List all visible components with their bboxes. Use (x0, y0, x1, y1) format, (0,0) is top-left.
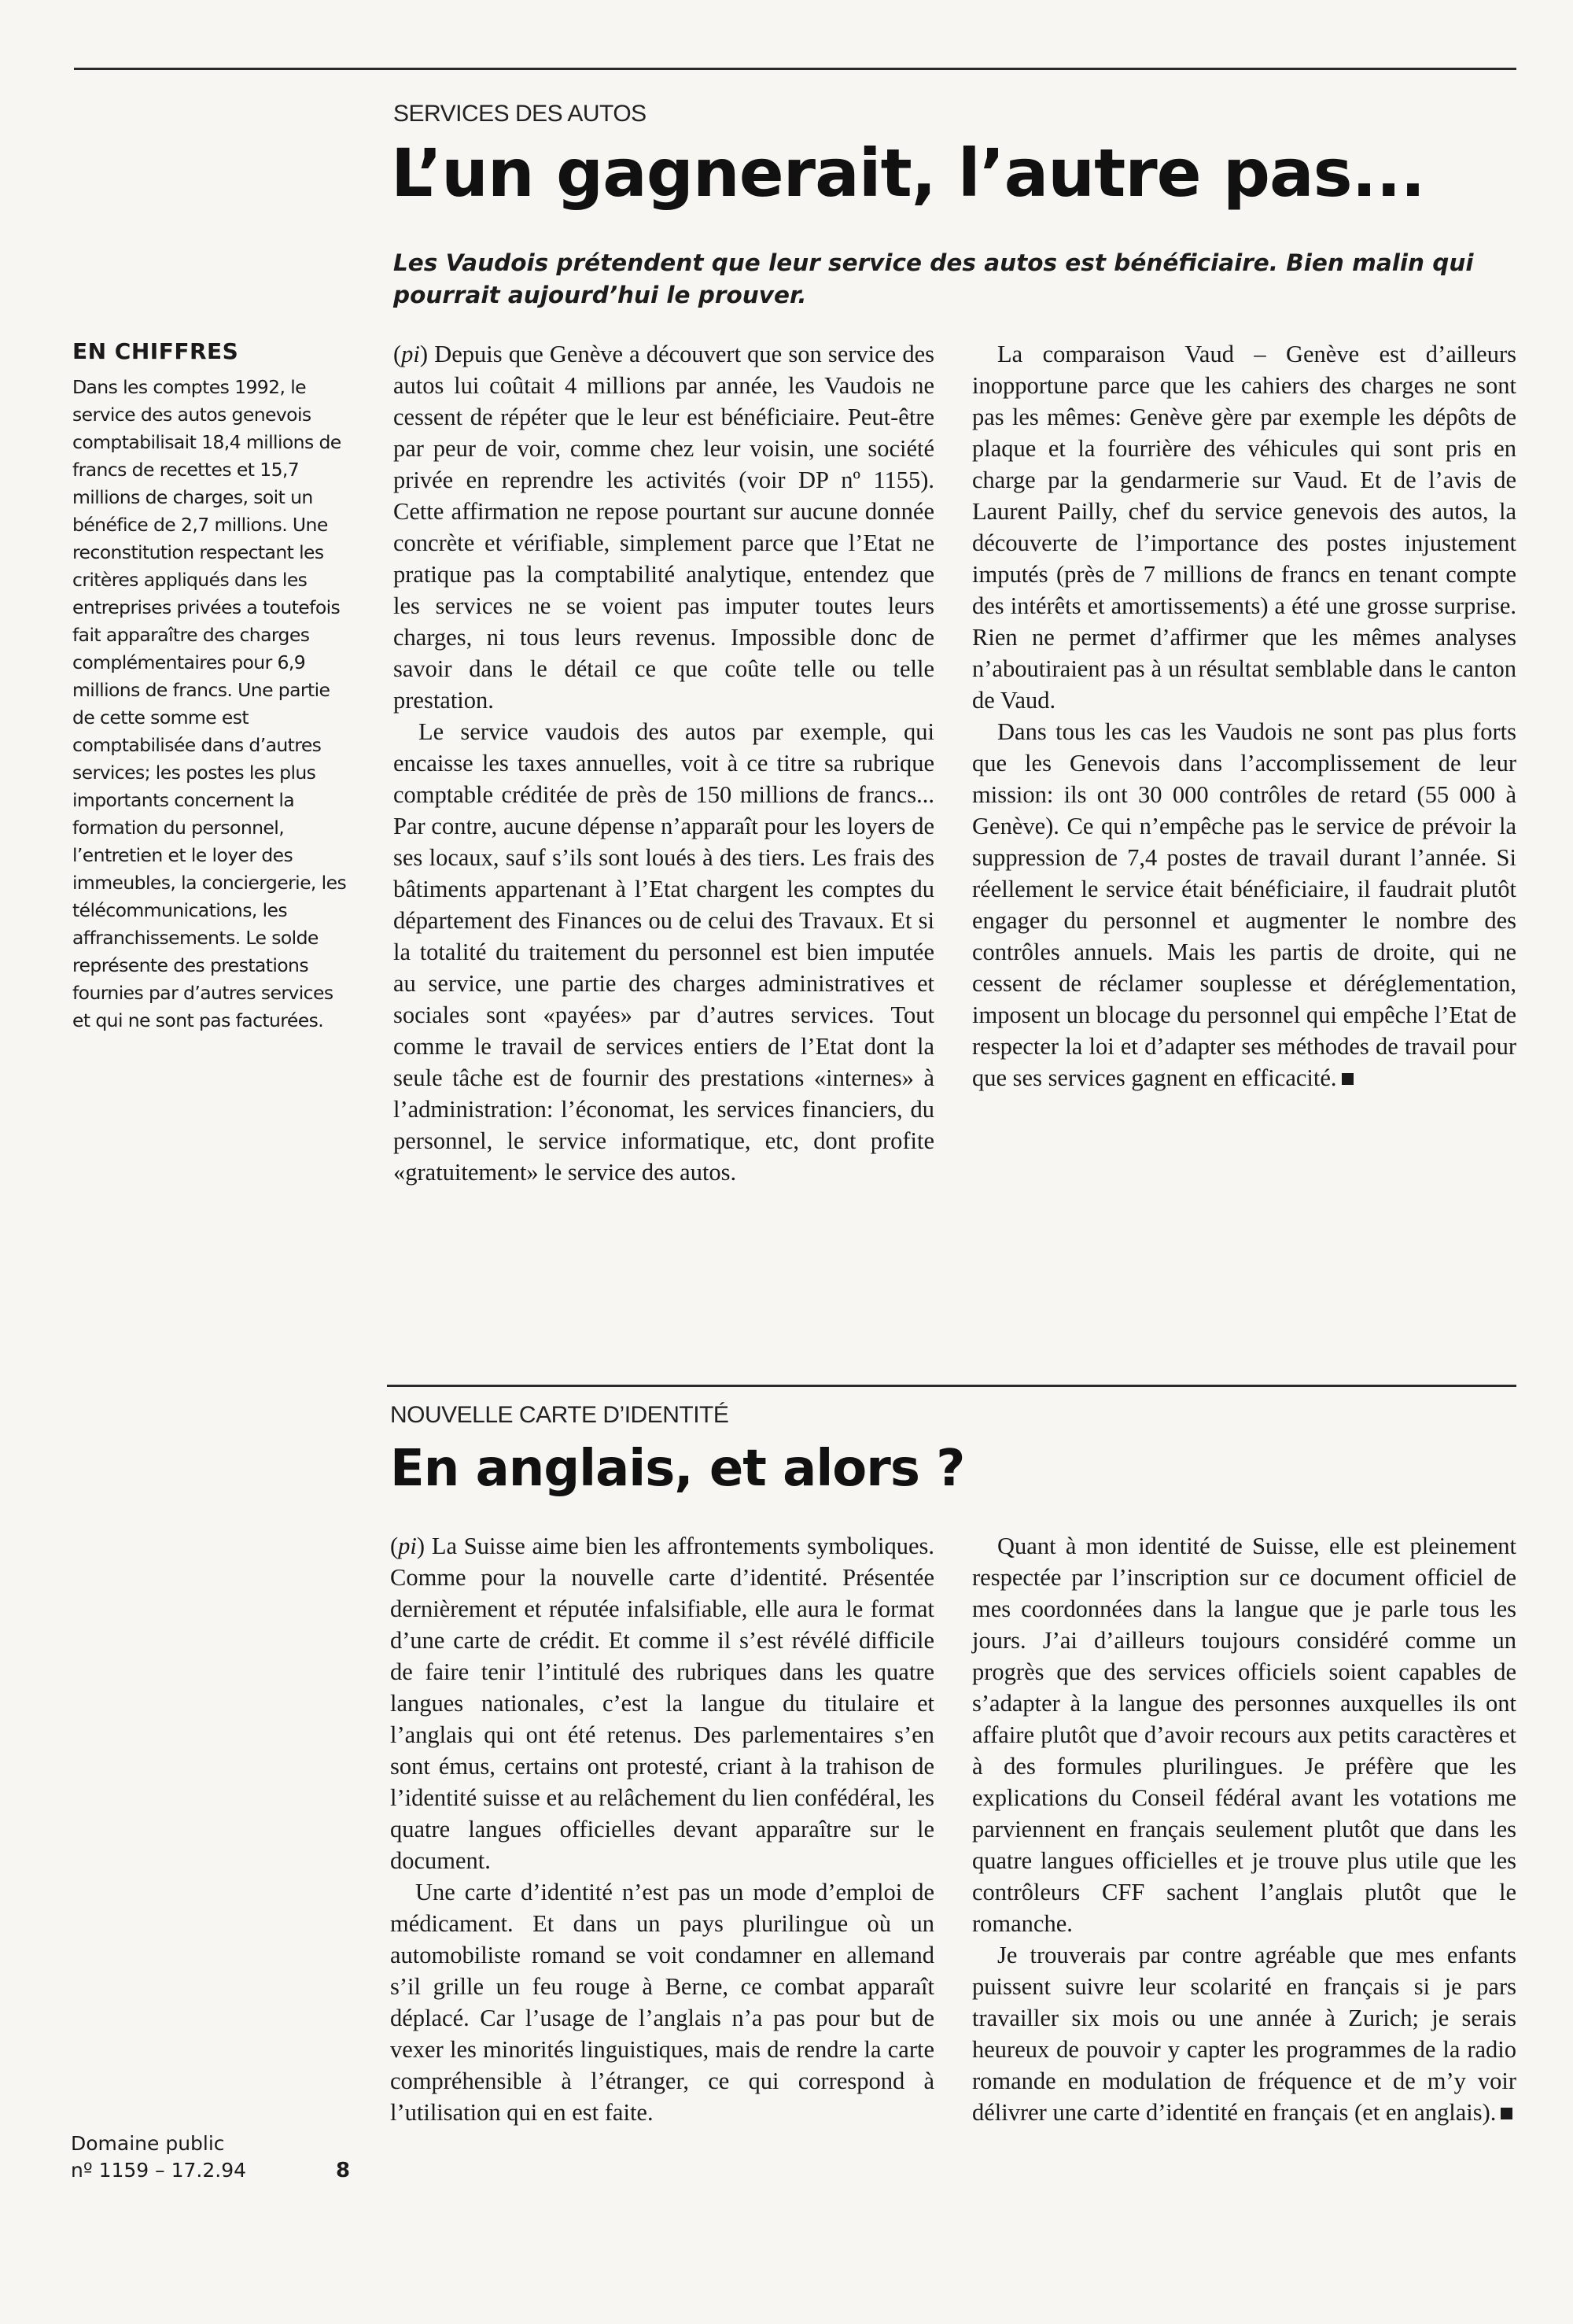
article2-paragraph-4: Je trouverais par contre agréable que mes enfants puissent suivre leur scolarité en français si je pars travailler six mois ou une année à Zurich; je serais heureux de pouvoir y capter les programmes de la radio romande en modulation de fréquence et de m’y voir délivrer une carte d’identité en français (et en anglais). (972, 1942, 1516, 2126)
article1-column-right (972, 338, 1516, 1094)
end-of-article-mark (1342, 1073, 1354, 1085)
article2-column-right (972, 1530, 1516, 2128)
article2-paragraph-1: (pi) La Suisse aime bien les affrontements symboliques. Comme pour la nouvelle carte d’identité. Présentée dernièrement et réputée infalsifiable, elle aura le format d’une carte de crédit. Et comme il s’est révélé difficile de faire tenir l’intitulé des rubriques dans les quatre langues nationales, c’est la langue du titulaire et l’anglais qui ont été retenus. Des parlementaires s’en sont émus, certains ont protesté, criant à la trahison de l’identité suisse et au relâchement du lien confédéral, les quatre langues officielles devant apparaître sur le document. (390, 1533, 934, 1874)
article1-lead: Les Vaudois prétendent que leur service des autos est bénéficiaire. Bien malin qui pourrait aujourd’hui le prouver. (393, 249, 1474, 308)
article2-byline: pi (398, 1533, 417, 1559)
article1-paragraph-1: (pi) Depuis que Genève a découvert que son service des autos lui coûtait 4 millions par année, les Vaudois ne cessent de répéter que le leur est bénéficiaire. Peut-être par peur de voir, comme chez leur voisin, une société privée en reprendre les activités (voir DP nº 1155). Cette affirmation ne repose pourtant sur aucune donnée concrète et vérifiable, simplement parce que l’Etat ne pratique pas la comptabilité analytique, entendez que les services ne se voient pas imputer toutes leurs charges, ni tous leurs revenus. Impossible donc de savoir dans le détail ce que coûte telle ou telle prestation. (393, 341, 934, 714)
section-rule (387, 1385, 1516, 1387)
article2-paragraph-3: Quant à mon identité de Suisse, elle est pleinement respectée par l’inscription sur ce document officiel de mes coordonnées dans la langue que je parle tous les jours. J’ai d’ailleurs toujours considéré comme un progrès que des services officiels soient capables de s’adapter à la langue des personnes auxquelles ils ont affaire plutôt que d’avoir recours aux petits caractères et à des formules plurilingues. Je préfère que les explications du Conseil fédéral avant les votations me parviennent en français seulement plutôt que dans les quatre langues officielles et je trouve plus utile que les contrôleurs CFF sachent l’anglais plutôt que le romanche. (972, 1533, 1516, 1937)
publication-name: Domaine public (71, 2132, 225, 2155)
sidebar-title: EN CHIFFRES (72, 338, 239, 364)
end-of-article-mark (1501, 2108, 1512, 2119)
article1-byline: pi (401, 341, 420, 367)
sidebar-en-chiffres (72, 338, 349, 1035)
article1-column-left (393, 338, 934, 1188)
article2-headline: En anglais, et alors ? (390, 1440, 965, 1498)
sidebar-body: Dans les comptes 1992, le service des autos genevois comptabilisait 18,4 millions de francs de recettes et 15,7 millions de charges, soit un bénéfice de 2,7 millions. Une reconstitution respectant les critères appliqués dans les entreprises privées a toutefois fait apparaître des charges complémentaires pour 6,9 millions de francs. Une partie de cette somme est comptabilisée dans d’autres services; les postes les plus importants concernent la formation du personnel, l’entretien et le loyer des immeubles, la conciergerie, les télécommunications, les affranchissements. Le solde représente des prestations fournies par d’autres services et qui ne sont pas facturées. (72, 376, 347, 1031)
issue-number: nº 1159 – 17.2.94 (71, 2159, 247, 2182)
article1-paragraph-3: La comparaison Vaud – Genève est d’ailleurs inopportune parce que les cahiers des charges ne sont pas les mêmes: Genève gère par exemple les dépôts de plaque et la fourrière des véhicules qui sont pris en charge par la gendarmerie sur Vaud. Et de l’avis de Laurent Pailly, chef du service genevois des autos, la découverte de l’importance des postes injustement imputés (près de 7 millions de francs en tenant compte des intérêts et amortissements) a été une grosse surprise. Rien ne permet d’affirmer que les mêmes analyses n’aboutiraient pas à un résultat semblable dans le canton de Vaud. (972, 341, 1516, 714)
article2-paragraph-2: Une carte d’identité n’est pas un mode d’emploi de médicament. Et dans un pays plurilingue où un automobiliste romand se voit condamner en allemand s’il grille un feu rouge à Berne, ce combat apparaît déplacé. Car l’usage de l’anglais n’a pas pour but de vexer les minorités linguistiques, mais de rendre la carte compréhensible à l’étranger, ce qui correspond à l’utilisation qui en est faite. (390, 1879, 934, 2126)
page-number: 8 (336, 2159, 351, 2182)
article1-paragraph-2a: Le service vaudois des autos par exemple, qui encaisse les taxes annuelles, voit à ce titre sa rubrique comptable créditée de près de 150 millions de francs... Par contre, aucune dépense n’apparaît pour les loyers de ses locaux, sauf s’ils sont loués à des tiers. Les frais des bâtiments appartenant à l’Etat chargent les comptes du département des Finances ou de celui des Travaux. Et si la totalité du traitement du personnel est bien imputée au service, une partie des charges administratives et sociales sont «payées» par d’autres services. Tout comme le travail de services entiers de l’Etat dont la seule tâche est de fournir des prestations «internes» à l’administration: l’économat, les services financiers, du personnel, le service informatique, etc, dont profite «gratuitement» le service des autos. (393, 718, 934, 1186)
article1-headline: L’un gagnerait, l’autre pas... (391, 135, 1425, 212)
top-rule (74, 68, 1516, 70)
article1-paragraph-4: Dans tous les cas les Vaudois ne sont pas plus forts que les Genevois dans l’accomplissement de leur mission: ils ont 30 000 contrôles de retard (55 000 à Genève). Ce qui n’empêche pas le service de prévoir la suppression de 7,4 postes de travail durant l’année. Si réellement le service était bénéficiaire, il faudrait plutôt engager du personnel et augmenter le nombre des contrôles annuels. Mais les partis de droite, qui ne cessent de réclamer souplesse et déréglementation, imposent un blocage du personnel qui empêche l’Etat de respecter la loi et d’adapter ses méthodes de travail pour que ses services gagnent en efficacité. (972, 718, 1516, 1091)
publication-footer (71, 2130, 354, 2184)
article1-kicker: SERVICES DES AUTOS (393, 101, 647, 127)
article2-kicker: NOUVELLE CARTE D’IDENTITÉ (390, 1402, 729, 1428)
article2-column-left (390, 1530, 934, 2128)
